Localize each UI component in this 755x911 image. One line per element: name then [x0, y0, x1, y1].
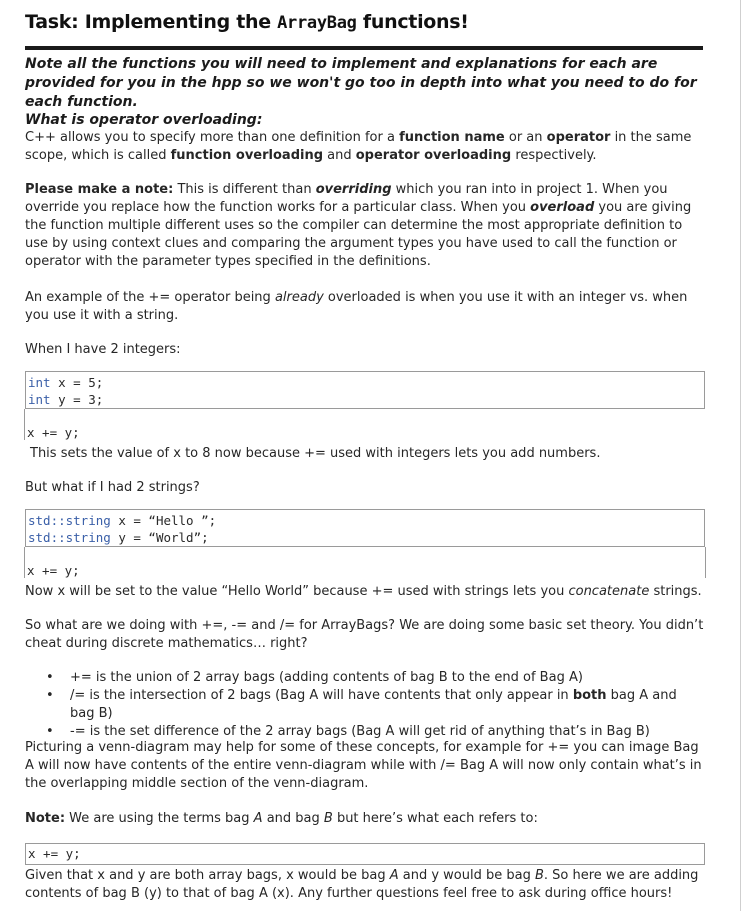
overloading-heading: What is operator overloading: — [25, 112, 263, 128]
please-note-paragraph: Please make a note: This is different than overriding which you ran into in project 1. When you override you replace how the function works for a particular class. When you overload you are giving the function multiple different uses so the compiler can determine the most appropriate definition to use by using context clues and comparing the argument types you have used to call the function or operator with the parameter types specified in the definitions. — [25, 182, 692, 269]
string-code-op: x += y; — [27, 563, 80, 578]
set-theory-paragraph: So what are we doing with +=, -= and /= for ArrayBags? We are doing some basic set theory. You didn’t cheat during discrete mathematics… right? — [25, 618, 704, 651]
string-result: Now x will be set to the value “Hello World” because += used with strings lets you concatenate strings. — [25, 584, 702, 599]
int-result: This sets the value of x to 8 now because += used with integers lets you add numbers. — [30, 446, 601, 461]
but-strings: But what if I had 2 strings? — [25, 480, 200, 495]
code-margin-line — [24, 547, 25, 578]
overloading-paragraph: C++ allows you to specify more than one definition for a function name or an operator in the same scope, which is called function overloading and operator overloading respectively. — [25, 130, 692, 163]
when-ints: When I have 2 integers: — [25, 342, 181, 357]
venn-paragraph: Picturing a venn-diagram may help for some of these concepts, for example for += you can image Bag A will now have contents of the entire venn-diagram while with /= Bag A will now only contain what’s in the overlapping middle section of the venn-diagram. — [25, 740, 702, 791]
operator-list — [25, 669, 705, 741]
list-item: • += is the union of 2 array bags (adding contents of bag B to the end of Bag A) — [46, 670, 583, 685]
int-code-block: int x = 5; int y = 3; — [25, 371, 705, 409]
page-title: Task: Implementing the ArrayBag functions! — [25, 11, 469, 33]
example-intro: An example of the += operator being already overloaded is when you use it with an integer vs. when you use it with a string. — [25, 290, 688, 323]
note-main: Note all the functions you will need to implement and explanations for each are provided for you in the hpp so we won't go too in depth into what you need to do for each function. — [25, 56, 697, 110]
list-item: • /= is the intersection of 2 bags (Bag A will have contents that only appear in both bag A and bag B) — [46, 688, 677, 721]
note-terms: Note: We are using the terms bag A and bag B but here’s what each refers to: — [25, 811, 538, 826]
title-rule — [25, 46, 703, 50]
list-item: • -= is the set difference of the 2 array bags (Bag A will get rid of anything that’s in Bag B) — [46, 724, 650, 739]
page-edge — [740, 0, 741, 911]
final-paragraph: Given that x and y are both array bags, x would be bag A and y would be bag B. So here we are adding contents of bag B (y) to that of bag A (x). Any further questions feel free to ask during office hours! — [25, 868, 699, 901]
int-code-op: x += y; — [27, 425, 80, 440]
code-margin-line-right — [705, 547, 706, 578]
title-code: ArrayBag — [277, 13, 357, 33]
string-code-block: std::string x = “Hello ”; std::string y = “World”; — [25, 509, 705, 547]
code-margin-line — [24, 409, 25, 440]
final-code-block: x += y; — [25, 843, 705, 865]
overloading-section — [25, 111, 709, 165]
